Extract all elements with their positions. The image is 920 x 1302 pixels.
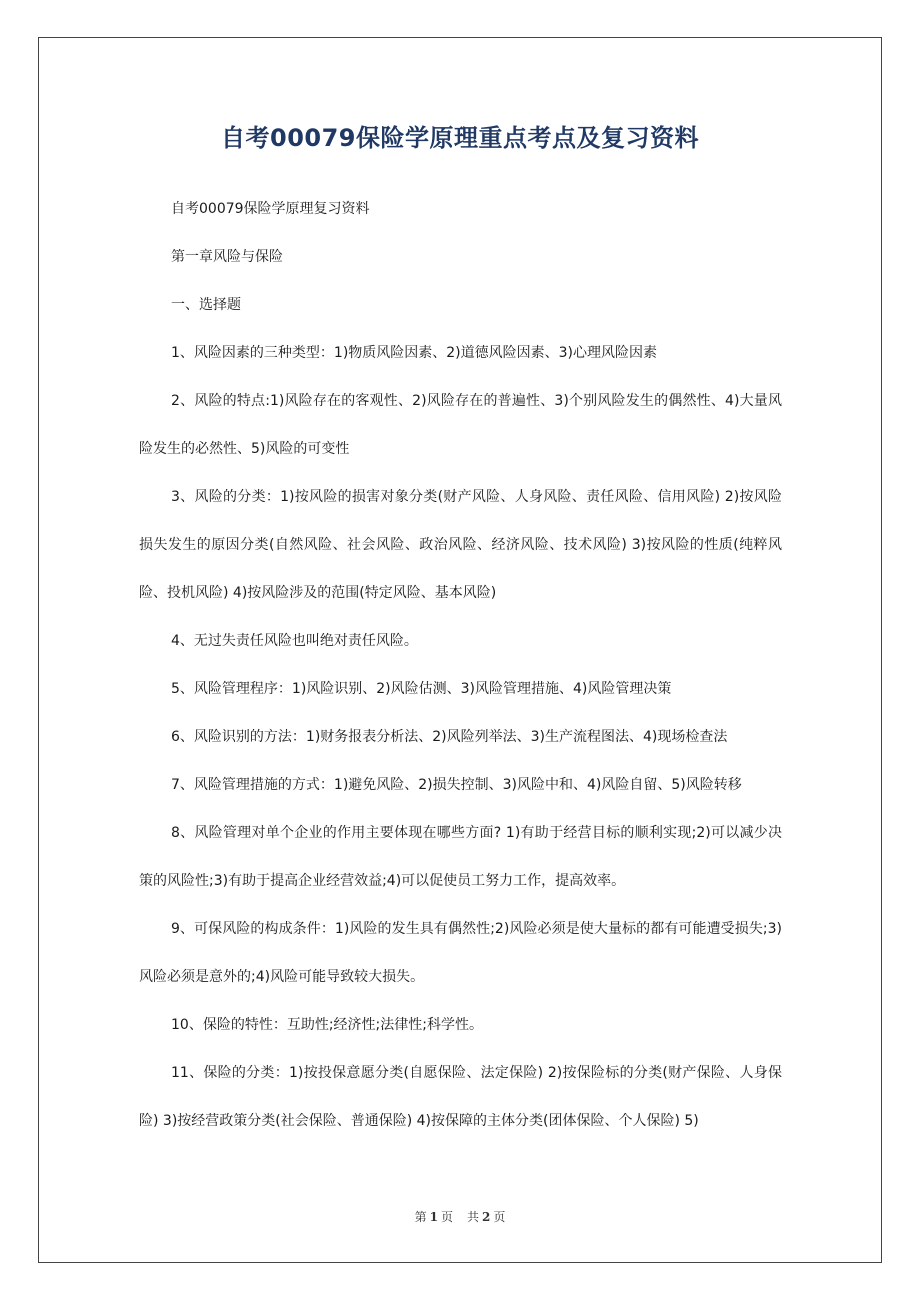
paragraph-item-4: 4、无过失责任风险也叫绝对责任风险。 — [171, 633, 418, 649]
paragraph-item-8: 8、风险管理对单个企业的作用主要体现在哪些方面? 1)有助于经营目标的顺利实现;2)可以减少决策的风险性;3)有助于提高企业经营效益;4)可以促使员工努力工作，提高效率。 — [139, 825, 782, 889]
paragraph-item-6: 6、风险识别的方法：1)财务报表分析法、2)风险列举法、3)生产流程图法、4)现场检查法 — [171, 729, 728, 745]
footer-total-unit: 页 — [493, 1210, 506, 1224]
paragraph-item-1: 1、风险因素的三种类型：1)物质风险因素、2)道德风险因素、3)心理风险因素 — [171, 345, 658, 361]
paragraph-subtitle: 自考00079保险学原理复习资料 — [171, 201, 370, 217]
footer-total-prefix: 共 — [467, 1210, 480, 1224]
document-title: 自考00079保险学原理重点考点及复习资料 — [221, 124, 699, 152]
paragraph-section-heading: 一、选择题 — [171, 297, 241, 313]
footer-page-prefix: 第 — [414, 1210, 427, 1224]
footer-current-page: 1 — [429, 1210, 438, 1224]
footer-page-unit: 页 — [440, 1210, 453, 1224]
paragraph-item-10: 10、保险的特性：互助性;经济性;法律性;科学性。 — [171, 1017, 483, 1033]
document-body — [139, 185, 782, 1145]
footer-total-pages: 2 — [482, 1210, 491, 1224]
paragraph-item-2: 2、风险的特点:1)风险存在的客观性、2)风险存在的普遍性、3)个别风险发生的偶然性、4)大量风险发生的必然性、5)风险的可变性 — [139, 393, 782, 457]
paragraph-item-11: 11、保险的分类：1)按投保意愿分类(自愿保险、法定保险) 2)按保险标的分类(财产保险、人身保险) 3)按经营政策分类(社会保险、普通保险) 4)按保障的主体分类(团体保险、个人保险) 5) — [139, 1065, 782, 1129]
page-footer — [38, 1208, 882, 1225]
paragraph-item-7: 7、风险管理措施的方式：1)避免风险、2)损失控制、3)风险中和、4)风险自留、5)风险转移 — [171, 777, 742, 793]
paragraph-item-9: 9、可保风险的构成条件：1)风险的发生具有偶然性;2)风险必须是使大量标的都有可能遭受损失;3)风险必须是意外的;4)风险可能导致较大损失。 — [139, 921, 782, 985]
paragraph-item-5: 5、风险管理程序：1)风险识别、2)风险估测、3)风险管理措施、4)风险管理决策 — [171, 681, 672, 697]
paragraph-item-3: 3、风险的分类：1)按风险的损害对象分类(财产风险、人身风险、责任风险、信用风险) 2)按风险损失发生的原因分类(自然风险、社会风险、政治风险、经济风险、技术风险) 3)按风险的性质(纯粹风险、投机风险) 4)按风险涉及的范围(特定风险、基本风险) — [139, 489, 782, 601]
paragraph-chapter-heading: 第一章风险与保险 — [171, 249, 283, 265]
